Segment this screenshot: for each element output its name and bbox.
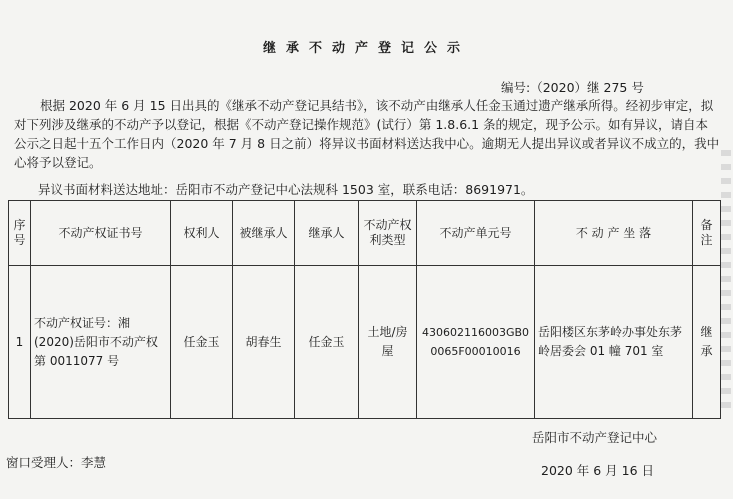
cell-right-type: 土地/房屋 bbox=[359, 266, 417, 419]
cell-remark: 继承 bbox=[693, 266, 721, 419]
table-row bbox=[9, 266, 721, 419]
cell-no: 1 bbox=[9, 266, 31, 419]
header-unit-no: 不动产单元号 bbox=[417, 201, 535, 266]
property-table bbox=[8, 200, 721, 419]
cell-location: 岳阳楼区东茅岭办事处东茅岭居委会 01 幢 701 室 bbox=[535, 266, 693, 419]
header-right-type: 不动产权利类型 bbox=[359, 201, 417, 266]
document-number: 编号:（2020）继 275 号 bbox=[501, 80, 644, 95]
header-no: 序号 bbox=[9, 201, 31, 266]
objection-address: 异议书面材料送达地址：岳阳市不动产登记中心法规科 1503 室，联系电话：8691971。 bbox=[38, 182, 534, 197]
header-cert: 不动产权证书号 bbox=[31, 201, 171, 266]
scan-edge-mark bbox=[721, 150, 731, 410]
notice-body: 根据 2020 年 6 月 15 日出具的《继承不动产登记具结书》，该不动产由继承人任金玉通过遗产继承所得。经初步审定，拟对下列涉及继承的不动产予以登记，根据《不动产登记操作规范》(试行）第 1.8.6.1 条的规定，现予公示。如有异议，请自本公示之日起十五个工作日内（2020 年 7 月 8 日之前）将异议书面材料送达我中心。逾期无人提出异议或者异议不成立的，我中心将予以登记。 bbox=[14, 98, 720, 170]
table-header-row bbox=[9, 201, 721, 266]
issuer-name: 岳阳市不动产登记中心 bbox=[532, 430, 658, 445]
header-remark: 备注 bbox=[693, 201, 721, 266]
header-deceased: 被继承人 bbox=[233, 201, 295, 266]
cell-unit-no: 430602116003GB00065F00010016 bbox=[417, 266, 535, 419]
issue-date: 2020 年 6 月 16 日 bbox=[541, 463, 655, 478]
header-owner: 权利人 bbox=[171, 201, 233, 266]
clerk-name: 窗口受理人：李慧 bbox=[6, 455, 107, 470]
header-location: 不 动 产 坐 落 bbox=[535, 201, 693, 266]
cell-cert: 不动产权证号：湘(2020)岳阳市不动产权第 0011077 号 bbox=[31, 266, 171, 419]
header-heir: 继承人 bbox=[295, 201, 359, 266]
cell-heir: 任金玉 bbox=[295, 266, 359, 419]
page-title: 继承不动产登记公示 bbox=[262, 41, 470, 56]
cell-owner: 任金玉 bbox=[171, 266, 233, 419]
cell-deceased: 胡春生 bbox=[233, 266, 295, 419]
